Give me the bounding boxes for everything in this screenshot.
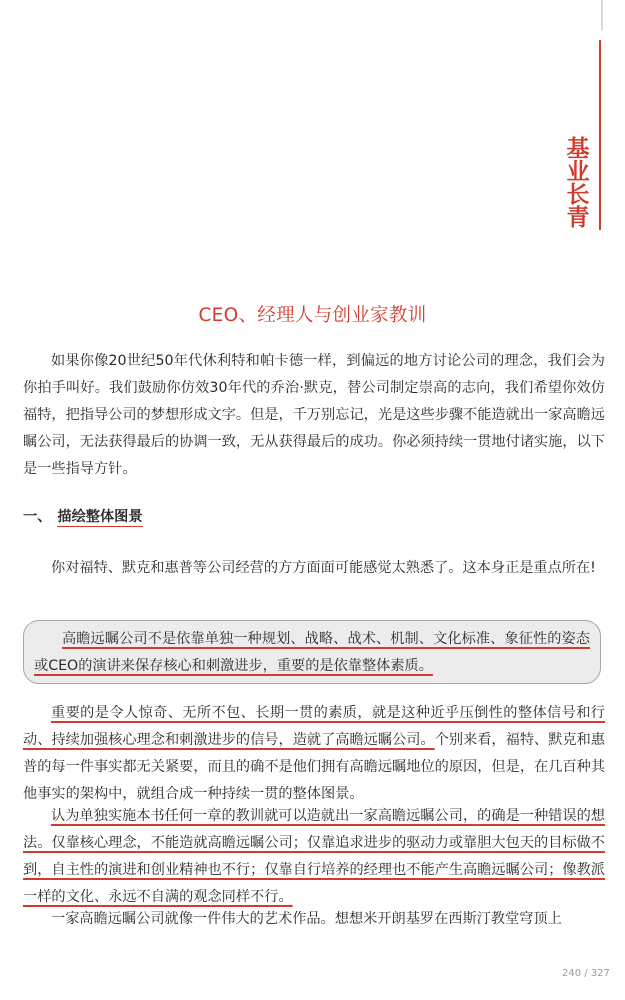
- highlight-quote-box: [23, 620, 601, 684]
- body-paragraph-4: [23, 803, 605, 911]
- section-number: 一、: [23, 509, 52, 525]
- book-side-title: 基业长青: [566, 136, 590, 231]
- body-paragraph-3: [23, 700, 605, 808]
- intro-paragraph: 如果你像20世纪50年代休利特和帕卡德一样，到偏远的地方讨论公司的理念，我们会为你拍手叫好。我们鼓励你仿效30年代的乔治·默克，替公司制定崇高的志向，我们希望你效仿福特，把指导公司的梦想形成文字。但是，千万别忘记，光是这些步骤不能造就出一家高瞻远瞩公司，无法获得最后的协调一致，无从获得最后的成功。你必须持续一贯地付诸实施，以下是一些指导方针。: [23, 353, 605, 477]
- quote-text: [34, 626, 590, 680]
- side-accent-line: [599, 40, 601, 230]
- p4-underlined-text: 的确是一种错误的想法。仅靠核心理念，不能造就高瞻远瞩公司；仅靠追求进步的驱动力或靠胆大包天的目标做不到，自主性的演进和创业精神也不行；仅靠自行培养的经理也不能产生高瞻远瞩公司；像教派一样的文化、永远不自满的观念同样不行。: [23, 808, 605, 905]
- p3-plain-text: 个别来看，福特、默克和惠普的每一件事实都无关紧要，而且的确不是他们拥有高瞻远瞩地位的原因，但是，在几百种其他事实的架构中，就组合成一种持续一贯的整体图景。: [23, 732, 605, 802]
- section-heading: [23, 507, 143, 527]
- quote-underlined-text: 高瞻远瞩公司不是依靠单独一种规划、战略、战术、机制、文化标准、象征性的姿态或CEO的演讲来保存核心和刺激进步，重要的是依靠整体素质。: [34, 631, 590, 674]
- top-edge-mark: [601, 0, 603, 30]
- section-title: 描绘整体图景: [57, 509, 143, 525]
- body-paragraph-2: 你对福特、默克和惠普等公司经营的方方面面可能感觉太熟悉了。这本身正是重点所在!: [51, 560, 596, 576]
- chapter-title: CEO、经理人与创业家教训: [198, 305, 427, 326]
- body-paragraph-5: 一家高瞻远瞩公司就像一件伟大的艺术作品。想想米开朗基罗在西斯汀教堂穹顶上: [51, 911, 562, 927]
- p3-underlined-text: 重要的是令人惊奇、无所不包、长期一贯的素质，就是这种近乎压倒性的整体信号和行动、持续加强核心理念和刺激进步的信号，造就了高瞻远瞩公司。: [23, 705, 605, 748]
- p4-lead-text: 认为单独实施本书任何一章的教训就可以造就出一家高瞻远瞩公司，: [51, 808, 478, 824]
- page-indicator: 240 / 327: [562, 968, 610, 979]
